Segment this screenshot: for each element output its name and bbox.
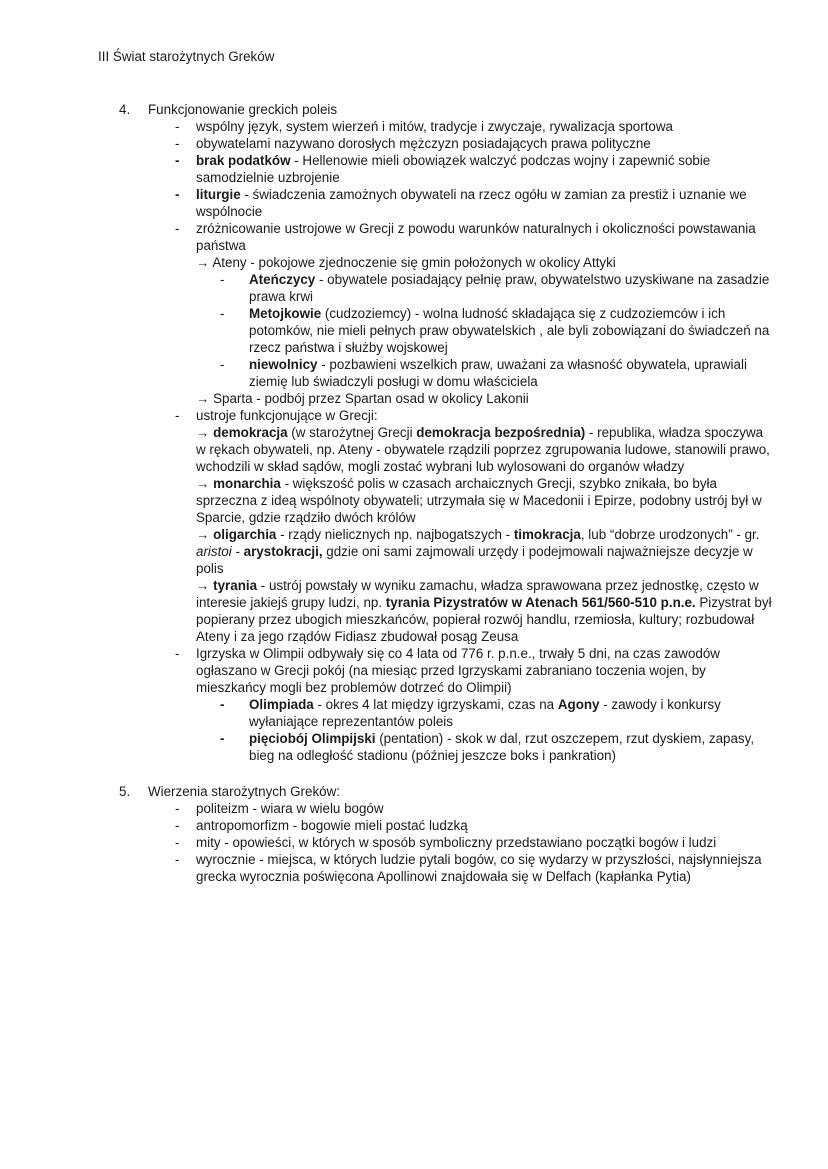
list-item-text: antropomorfizm - bogowie mieli postać ludzką: [196, 818, 468, 833]
list-item-text: mity - opowieści, w których w sposób symboliczny przedstawiano początki bogów i ludzi: [196, 835, 717, 850]
list-item-text: brak podatków - Hellenowie mieli obowiązek walczyć podczas wojny i zapewnić sobie samodzielnie uzbrojenie: [196, 153, 714, 185]
list-dash-marker: -: [220, 306, 225, 321]
list-item-text: wspólny język, system wierzeń i mitów, tradycje i zwyczaje, rywalizacja sportowa: [196, 119, 674, 134]
list-dash-marker: -: [175, 221, 180, 236]
list-dash-marker: -: [220, 731, 225, 746]
list-number-marker: 5.: [119, 784, 131, 799]
list-item-text: liturgie - świadczenia zamożnych obywateli na rzecz ogółu w zamian za prestiż i uznanie we wspólnocie: [196, 187, 751, 219]
document-body: [52, 101, 776, 885]
list-item-text: Metojkowie (cudzoziemcy) - wolna ludność składająca się z cudzoziemców i ich potomków, nie mieli pełnych praw obywatelskich , ale byli zobowiązani do świadczeń na rzecz państwa i służby wojskowej: [249, 306, 774, 355]
list-item-arrow: → Sparta - podbój przez Spartan osad w okolicy Lakonii: [196, 391, 529, 406]
list-item: [220, 730, 776, 764]
list-item-text: Ateńczycy - obywatele posiadający pełnię praw, obywatelstwo uzyskiwane na zasadzie prawa krwi: [249, 272, 774, 304]
list-item-text: Olimpiada - okres 4 lat między igrzyskami, czas na Agony - zawody i konkursy wyłaniające reprezentantów poleis: [249, 697, 725, 729]
list-item-arrow: → monarchia - większość polis w czasach archaicznych Grecji, szybko znikała, bo była sprzeczna z ideą wspólnoty obywateli; utrzymała się w Macedonii i Epirze, podobny ustrój był w Sparcie, gdzie rządziło dwóch królów: [196, 476, 766, 525]
section-title: Wierzenia starożytnych Greków:: [148, 784, 340, 799]
list-dash-marker: -: [175, 852, 180, 867]
list-item-text: pięciobój Olimpijski (pentation) - skok w dal, rzut oszczepem, rzut dyskiem, zapasy, bieg na odległość stadionu (później jeszcze boks i pankration): [249, 731, 758, 763]
list-item: [175, 135, 776, 152]
outline-section: [52, 101, 776, 764]
list-item-text: Igrzyska w Olimpii odbywały się co 4 lata od 776 r. p.n.e., trwały 5 dni, na czas zawodów ogłaszano w Grecji pokój (na miesiąc przed Igrzyskami zabraniano toczenia wojen, by mieszkańcy mogli bez problemów dotrzeć do Olimpii): [196, 646, 724, 695]
list-item: [175, 817, 776, 834]
list-dash-marker: -: [220, 697, 225, 712]
list-dash-marker: -: [175, 801, 180, 816]
list-dash-marker: -: [175, 835, 180, 850]
list-item-arrow: → oligarchia - rządy nielicznych np. najbogatszych - timokracja, lub “dobrze urodzonych” - gr. aristoi - arystokracji, gdzie oni sami zajmowali urzędy i podejmowali najważniejsze decyzje w polis: [196, 527, 764, 576]
list-item-text: wyrocznie - miejsca, w których ludzie pytali bogów, co się wydarzy w przyszłości, najsłynniejsza grecka wyrocznia poświęcona Apollinowi znajdowała się w Delfach (kapłanka Pytia): [196, 852, 766, 884]
list-item: [220, 305, 776, 356]
section-gap: [52, 764, 776, 783]
list-dash-marker: -: [175, 136, 180, 151]
list-item-arrow: → demokracja (w starożytnej Grecji demokracja bezpośrednia) - republika, władza spoczywa w rękach obywateli, np. Ateny - obywatele rządzili poprzez zgrupowania ludowe, stanowili prawo, wchodzili w skład sądów, mogli zostać wybrani lub wylosowani do organów władzy: [196, 425, 774, 474]
list-item: [175, 834, 776, 851]
list-dash-marker: -: [175, 187, 180, 202]
list-dash-marker: -: [175, 408, 180, 423]
list-dash-marker: -: [175, 818, 180, 833]
section-heading: [119, 101, 776, 118]
list-dash-marker: -: [175, 119, 180, 134]
list-item: [220, 696, 776, 730]
list-item-text: zróżnicowanie ustrojowe w Grecji z powodu warunków naturalnych i okoliczności powstawania państwa: [196, 221, 760, 253]
list-item: [175, 152, 776, 186]
document-header: III Świat starożytnych Greków: [98, 49, 275, 64]
list-item: [175, 645, 776, 696]
list-dash-marker: -: [220, 357, 225, 372]
outline-section: [52, 783, 776, 885]
list-item: [175, 851, 776, 885]
list-item: [175, 186, 776, 220]
list-item: [175, 800, 776, 817]
list-item: [220, 356, 776, 390]
list-item-text: niewolnicy - pozbawieni wszelkich praw, uważani za własność obywatela, uprawiali ziemię lub świadczyli posługi w domu właściciela: [249, 357, 751, 389]
list-item-arrow: → tyrania - ustrój powstały w wyniku zamachu, władza sprawowana przez jednostkę, często w interesie jakiejś grupy ludzi, np. tyrania Pizystratów w Atenach 561/560-510 p.n.e. Pizystrat był popierany przez ubogich mieszkańców, popierał rozwój handlu, rzemiosła, kultury; rozbudował Ateny i za jego rządów Fidiasz zbudował posąg Zeusa: [196, 578, 776, 644]
list-dash-marker: -: [175, 153, 180, 168]
list-item-text: politeizm - wiara w wielu bogów: [196, 801, 384, 816]
list-item: [175, 407, 776, 424]
list-number-marker: 4.: [119, 102, 131, 117]
section-title: Funkcjonowanie greckich poleis: [148, 102, 338, 117]
list-dash-marker: -: [220, 272, 225, 287]
list-item: [220, 271, 776, 305]
list-dash-marker: -: [175, 646, 180, 661]
list-item: [175, 118, 776, 135]
list-item-text: obywatelami nazywano dorosłych mężczyzn posiadających prawa polityczne: [196, 136, 651, 151]
section-heading: [119, 783, 776, 800]
list-item: [175, 220, 776, 254]
list-item-text: ustroje funkcjonujące w Grecji:: [196, 408, 378, 423]
list-item-arrow: → Ateny - pokojowe zjednoczenie się gmin położonych w okolicy Attyki: [196, 255, 616, 270]
